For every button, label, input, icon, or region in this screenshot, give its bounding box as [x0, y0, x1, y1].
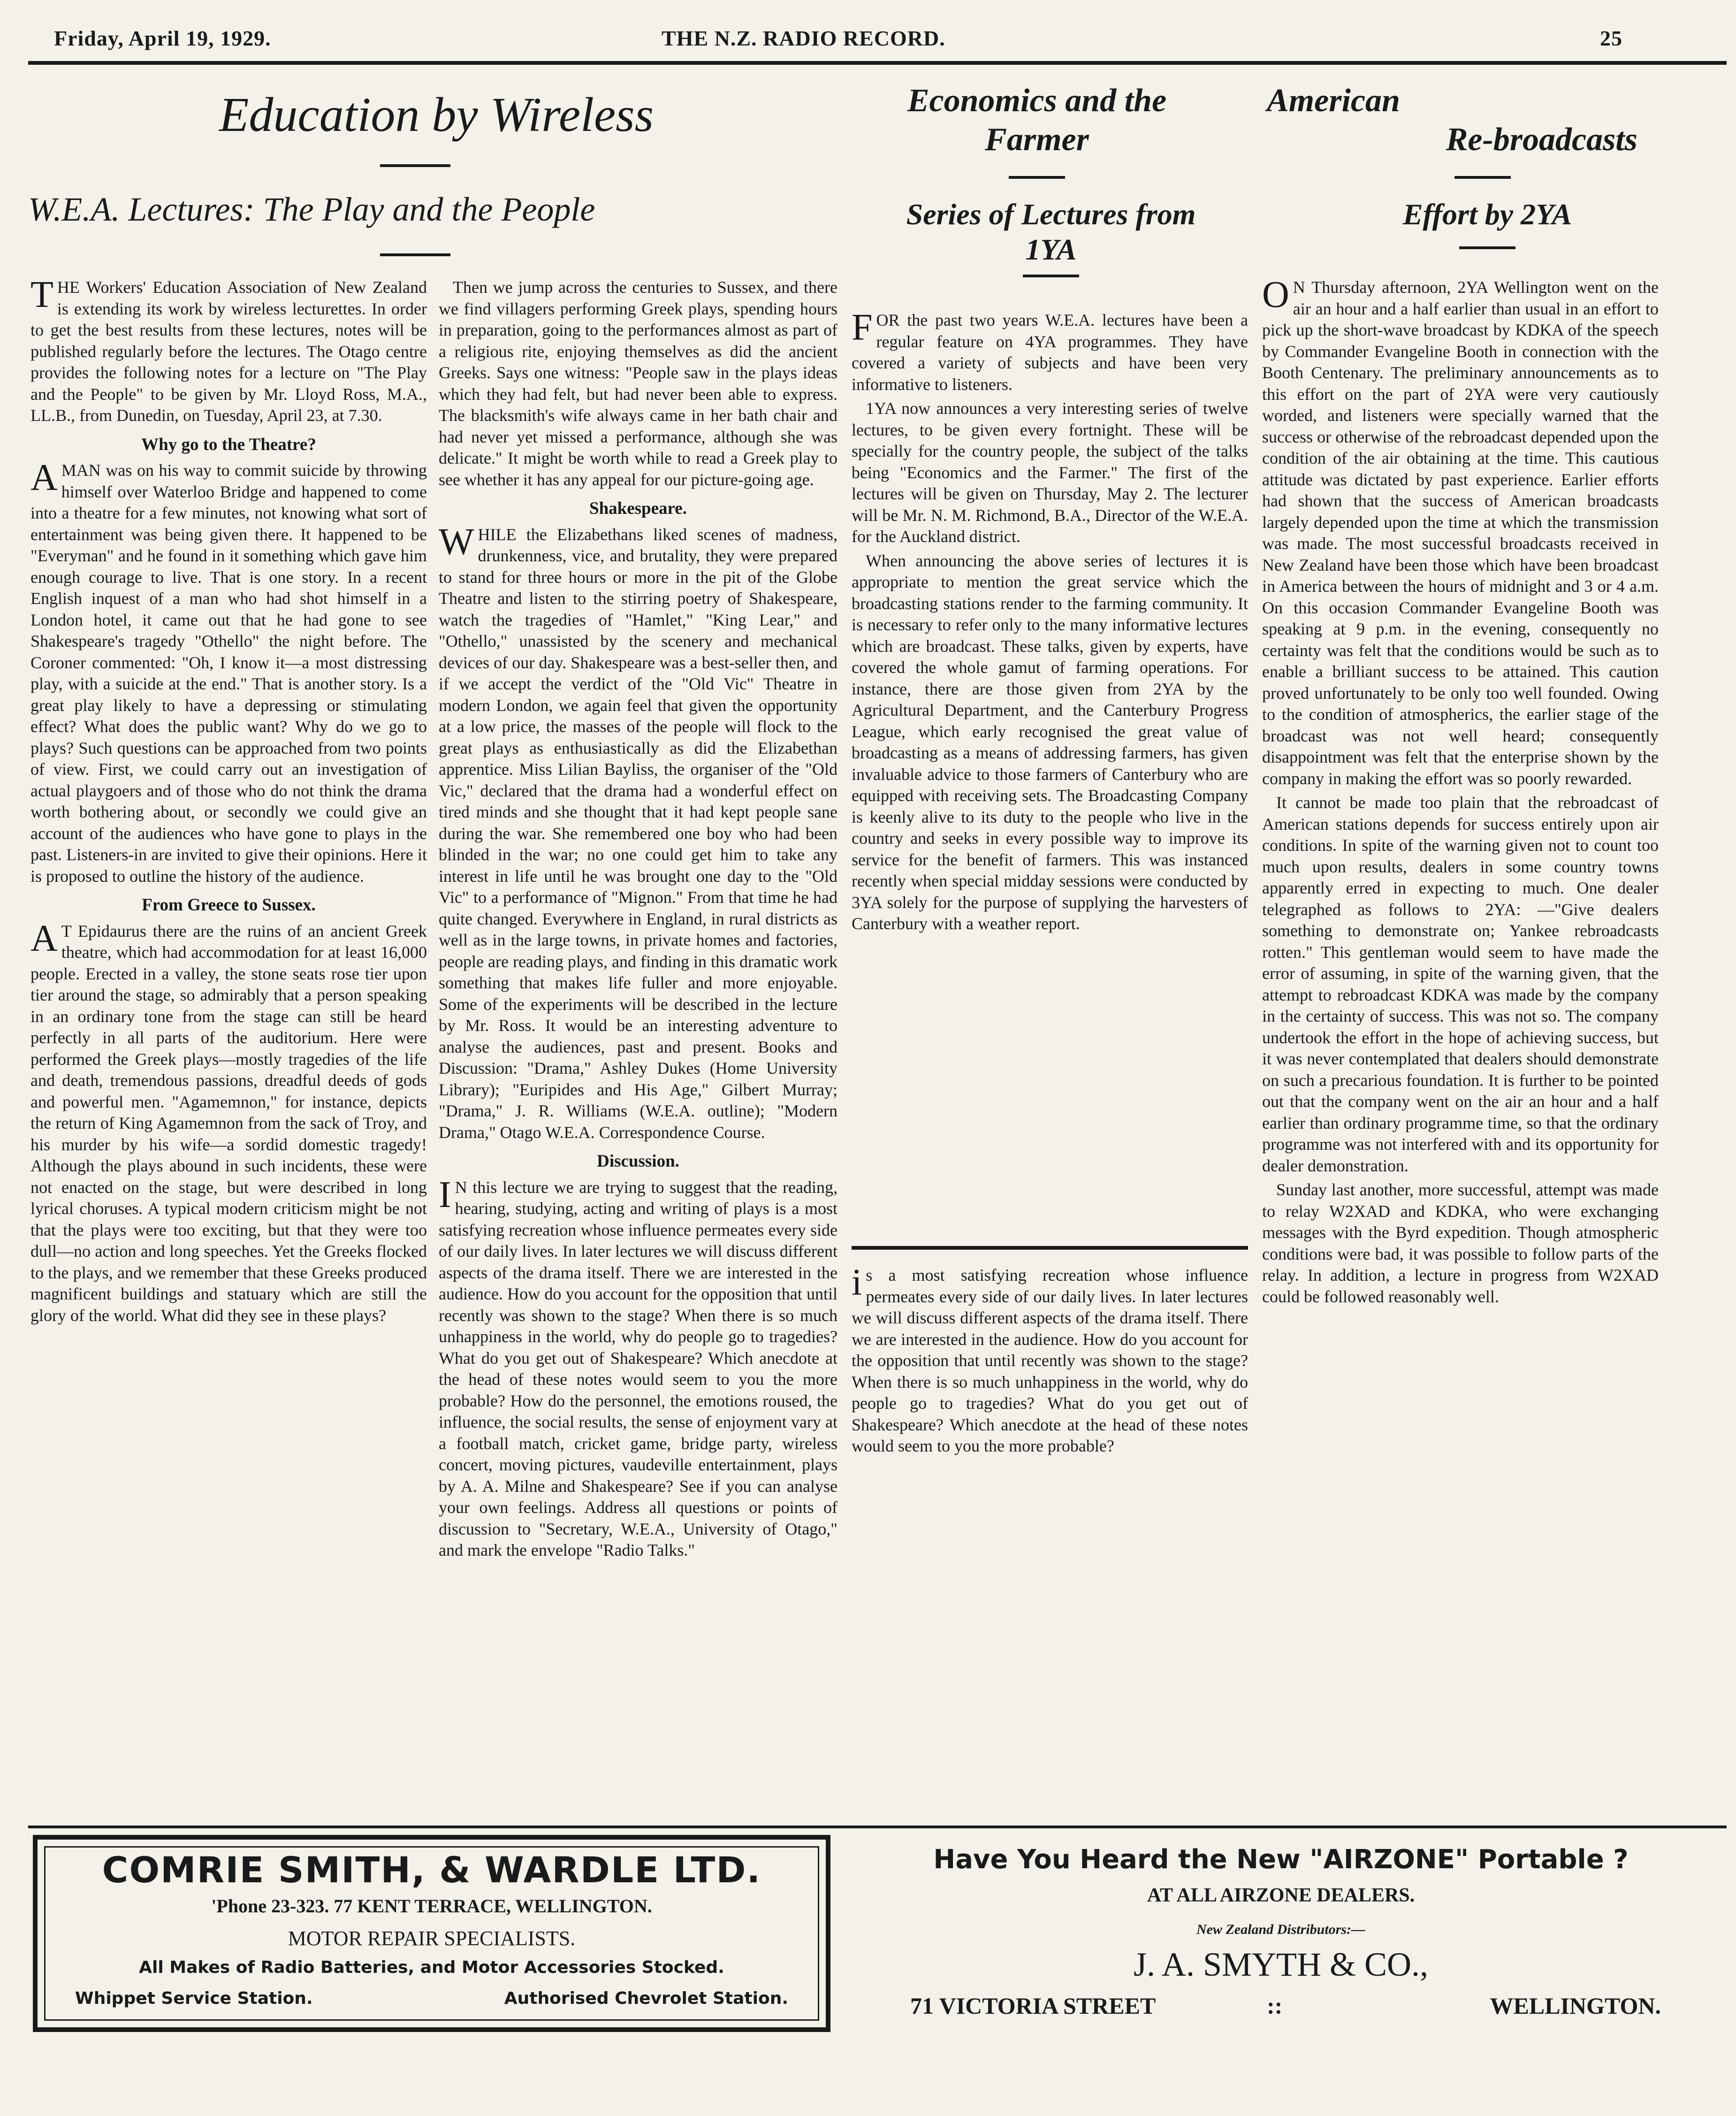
- subtitle-rule-3: [1459, 246, 1515, 249]
- paragraph-economics-2: 1YA now announces a very interesting series of twelve lectures, to be given every fortnight. These will be specially for the country people, the subject of the talks being "Economics and the Farmer." The first of the lectures will be given on Thursday, May 2. The lecturer will be Mr. N. M. Richmond, B.A., Director of the W.E.A. for the Auckland district.: [852, 399, 1248, 546]
- article-title-education: Education by Wireless: [219, 88, 654, 142]
- article-subtitle-effort: Effort by 2YA: [1402, 198, 1572, 231]
- advertisement-airzone: [854, 1844, 1708, 2037]
- ad-airzone-headline: Have You Heard the New "AIRZONE" Portable ?: [933, 1844, 1629, 1875]
- column-3-divider: [852, 1246, 1248, 1250]
- article-title-economics-1: Economics and the: [907, 83, 1167, 119]
- header-rule: [28, 61, 1727, 65]
- intro-paragraph: THE Workers' Education Association of New Zealand is extending its work by wireless lecturettes. In order to get the best results from these lectures, notes will be published regularly before the lectures. The Otago centre provides the following notes for a lecture on "The Play and the People" to be given by Mr. Lloyd Ross, M.A., LL.B., from Dunedin, on Tuesday, April 23, at 7.30.: [30, 277, 427, 425]
- paragraph-economics-3: When announcing the above series of lectures it is appropriate to mention the great service which the broadcasting stations render to the farming community. It is necessary to refer only to the many informative lectures which are broadcast. These talks, given by experts, have covered the whole gamut of farming operations. For instance, there are those given from 2YA by the Agricultural Department, and the Canterbury Progress League, which early recognised the great value of broadcasting as a means of addressing farmers, has given invaluable advice to those farmers of Canterbury who are equipped with receiving sets. The Broadcasting Company is keenly alive to its duty to the people who live in the country and seeks in every possible way to improve its service for the benefit of farmers. This was instanced recently when special midday sessions were conducted by 3YA solely for the purpose of supplying the harvesters of Canterbury with a weather report.: [852, 551, 1248, 933]
- publication-name: THE N.Z. RADIO RECORD.: [662, 26, 945, 50]
- paragraph-economics-1: FOR the past two years W.E.A. lectures have been a regular feature on 4YA programmes. They have covered a variety of subjects and have been very informative to listeners.: [852, 310, 1248, 394]
- article-title-economics-2: Farmer: [985, 122, 1089, 158]
- paragraph-discussion: IN this lecture we are trying to suggest that the reading, hearing, studying, acting and writing of plays is a most satisfying recreation whose influence permeates every side of our daily lives. In later lectures we will discuss different aspects of the drama itself. There we are interested in the audience. How do you account for the opposition that until recently was shown to the stage? When there is so much unhappiness in the world, why do people go to tragedies? What do you get out of Shakespeare? Which anecdote at the head of these notes would seem to you the more probable? How do the personnel, the emotions roused, the influence, the social results, the sense of enjoyment vary at a football match, cricket game, bridge party, wireless concert, moving pictures, vaudeville entertainment, plays by A. A. Milne and Shakespeare? See if you can analyse your own feelings. Address all questions or points of discussion to "Secretary, W.E.A., University of Otago," and mark the envelope "Radio Talks.": [439, 1174, 838, 1559]
- heading-why-theatre: Why go to the Theatre?: [141, 435, 316, 454]
- ad-specialists: MOTOR REPAIR SPECIALISTS.: [288, 1927, 576, 1950]
- paragraph-american-1: ON Thursday afternoon, 2YA Wellington went on the air an hour and a half earlier than usual in an effort to pick up the short-wave broadcast by KDKA of the speech by Commander Evangeline Booth in connection with the Booth Centenary. The preliminary announcements as to this effort on the part of 2YA were very cautiously worded, and listeners were specially warned that the success or otherwise of the rebroadcast depended upon the condition of the air obtaining at the time. This cautious attitude was dictated by past experience. Earlier efforts had shown that the success of American broadcasts largely depended upon the time at which the transmission was made. The most successful broadcasts received in New Zealand have been those which have been broadcast in America between the hours of midnight and 3 or 4 a.m. On this occasion Commander Evangeline Booth was speaking at 9 p.m. in the evening, consequently no certainty was felt that the conditions would be such as to enable a brilliant success to be attained. This caution proved unfortunately to be only too well founded. Owing to the condition of atmospherics, the earlier stage of the broadcast was not well heard; consequently disappointment was felt that the enterprise shown by the company in making the effort was so poorly rewarded.: [1262, 277, 1659, 788]
- paragraph-discussion-continued: is a most satisfying recreation whose influence permeates every side of our daily lives. In later lectures we will discuss different aspects of the drama itself. There we are interested in the audience. How do you account for the opposition that until recently was shown to the stage? When there is so much unhappiness in the world, why do people go to tragedies? What do you get out of Shakespeare? Which anecdote at the head of these notes would seem to you the more probable?: [852, 1265, 1248, 1455]
- subtitle-rule-1: [380, 253, 450, 256]
- ad-street: 71 VICTORIA STREET: [910, 1993, 1156, 2019]
- heading-shakespeare: Shakespeare.: [589, 499, 687, 518]
- heading-discussion: Discussion.: [597, 1152, 679, 1171]
- paragraph-theatre: AMAN was on his way to commit suicide by throwing himself over Waterloo Bridge and happened to come into a theatre for a few minutes, not knowing what sort of entertainment was being given there. It happened to be "Everyman" and he found in it something which gave him enough courage to live. That is one story. In a recent English inquest of a man who had shot himself in a London hotel, it came out that he had gone to see Shakespeare's tragedy "Othello" the night before. The Coroner commented: "Oh, I know it—a most distressing play, with a suicide at the end." That is another story. Is a great play likely to have a depressing or stimulating effect? What does the public want? Why do we go to plays? Such questions can be approached from two points of view. First, we could carry out an investigation of actual playgoers and of those who do not think the drama worth bothering about, or secondly we could give an account of the audiences who have gone to plays in the past. Listeners-in are invited to give their opinions. Here it is proposed to outline the history of the audience.: [30, 457, 427, 886]
- ad-smyth-company: J. A. SMYTH & CO.,: [1133, 1946, 1429, 1983]
- issue-date: Friday, April 19, 1929.: [54, 26, 271, 50]
- paragraph-shakespeare: WHILE the Elizabethans liked scenes of madness, drunkenness, vice, and brutality, they were prepared to stand for three hours or more in the pit of the Globe Theatre and listen to the stirring poetry of Shakespeare, watch the tragedies of "Hamlet," "King Lear," and "Othello," unassisted by the scenery and mechanical devices of our day. Shakespeare was a best-seller then, and if we accept the verdict of the "Old Vic" Theatre in modern London, we again feel that given the opportunity at a low price, the masses of the people will flock to the great plays as enthusiastically as did the Elizabethan apprentice. Miss Lilian Bayliss, the organiser of the "Old Vic," declared that the drama had a wonderful effect on tired minds and she thought that it had kept people sane during the war. She remembered one boy who had been blinded in the war; no one could get him to take any interest in life until he was brought one day to the "Old Vic" to a performance of "Mignon." From that time he had quite changed. Everywhere in England, in rural districts as well as in the large towns, in private homes and factories, people are reading plays, and finding in this dramatic work something that makes life fuller and more enjoyable. Some of the experiments will be described in the lecture by Mr. Ross. It would be an interesting adventure to analyse the audiences, past and present. Books and Discussion: "Drama," Ashley Dukes (Home University Library); "Euripides and His Age," Gilbert Murray; "Drama," J. R. Williams (W.E.A. outline); "Modern Drama," Otago W.E.A. Correspondence Course.: [439, 521, 838, 1142]
- article-title-american-1: American: [1267, 83, 1400, 119]
- page-number: 25: [1600, 26, 1622, 50]
- article-title-american-2: Re-broadcasts: [1446, 122, 1637, 158]
- footer-rule: [28, 1826, 1727, 1828]
- article-subtitle-wea: W.E.A. Lectures: The Play and the People: [28, 191, 595, 228]
- column-3: [852, 310, 1248, 1230]
- ad-company-name: COMRIE SMITH, & WARDLE LTD.: [102, 1849, 761, 1891]
- column-4: [1262, 277, 1659, 1818]
- paragraph-sussex: Then we jump across the centuries to Sussex, and there we find villagers performing Greek plays, spending hours in preparation, going to the performances almost as part of a religious rite, enjoying themselves as did the ancient Greeks. Says one witness: "People saw in the plays ideas which they had felt, but had never been able to express. The blacksmith's wife always came in her bath chair and had never yet missed a performance, although she was delicate." It might be worth while to read a Greek play to see whether it has any appeal for our picture-going age.: [439, 278, 838, 489]
- subtitle-rule-2: [1023, 275, 1079, 277]
- paragraph-greece: AT Epidaurus there are the ruins of an ancient Greek theatre, which had accommodation for at least 16,000 people. Erected in a valley, the stone seats rose tier upon tier around the stage, so admirably that a person speaking in an ordinary tone from the stage can still be heard perfectly in all parts of the auditorium. Here were performed the Greek plays—mostly tragedies of the life and death, tremendous passions, dreadful deeds of gods and powerful men. "Agamemnon," for instance, depicts the return of King Agamemnon from the sack of Troy, and his murder by his wife—a sordid domestic tragedy! Although the plays abound in such incidents, these were not enacted on the stage, but were described in long lyrical choruses. A typical modern criticism might be not that the plays were too exciting, but that they were too dull—no action and long speeches. Yet the Greeks flocked to the plays, and we remember that these Greeks produced magnificent buildings and statuary which are still the glory of the world. What did they see in these plays?: [30, 917, 427, 1325]
- paragraph-american-3: Sunday last another, more successful, attempt was made to relay W2XAD and KDKA, who were exchanging messages with the Byrd expedition. Though atmospheric conditions were bad, it was possible to follow parts of the relay. In addition, a lecture in progress from W2XAD could be followed reasonably well.: [1262, 1180, 1659, 1306]
- column-1: [30, 277, 427, 1818]
- title-rule-2: [1009, 176, 1065, 179]
- ad-chevrolet-station: Authorised Chevrolet Station.: [504, 1989, 788, 2008]
- paragraph-american-2: It cannot be made too plain that the rebroadcast of American stations depends for success entirely upon air conditions. In spite of the warning given not to count too much upon results, dealers in some country towns apparently erred in expecting to much. One dealer telegraphed as follows to 2YA: —"Give dealers something to demonstrate on; Yankee rebroadcasts rotten." This gentleman would seem to have made the error of assuming, in spite of the warning given, that the attempt to rebroadcast KDKA was made by the company in the certainty of success. This was not so. The company undertook the effort in the hope of achieving success, but it was never contemplated that dealers should demonstrate on such a precarious foundation. It is further to be pointed out that the company went on the air an hour and a half earlier than ordinary programme time, so that the ordinary programme was not interfered with and its opportunity for dealer demonstration.: [1262, 793, 1659, 1175]
- ad-city: WELLINGTON.: [1490, 1993, 1661, 2019]
- ad-address: 'Phone 23-323. 77 KENT TERRACE, WELLINGTON.: [211, 1895, 652, 1917]
- ad-separator: ::: [1267, 1993, 1283, 2019]
- column-3-continued: [852, 1265, 1248, 1818]
- advertisement-comrie-smith: [33, 1835, 830, 2032]
- ad-service-station: Whippet Service Station.: [75, 1989, 313, 2008]
- article-subtitle-series-1: Series of Lectures from: [906, 198, 1196, 231]
- title-rule-3: [1454, 176, 1511, 179]
- column-2: [439, 277, 838, 1818]
- ad-stock: All Makes of Radio Batteries, and Motor Accessories Stocked.: [139, 1958, 724, 1977]
- title-rule-1: [380, 164, 450, 167]
- ad-airzone-dealers: AT ALL AIRZONE DEALERS.: [1147, 1885, 1415, 1906]
- heading-greece-sussex: From Greece to Sussex.: [142, 895, 316, 915]
- ad-distributors-label: New Zealand Distributors:—: [1196, 1922, 1366, 1937]
- article-subtitle-series-2: 1YA: [1025, 233, 1077, 266]
